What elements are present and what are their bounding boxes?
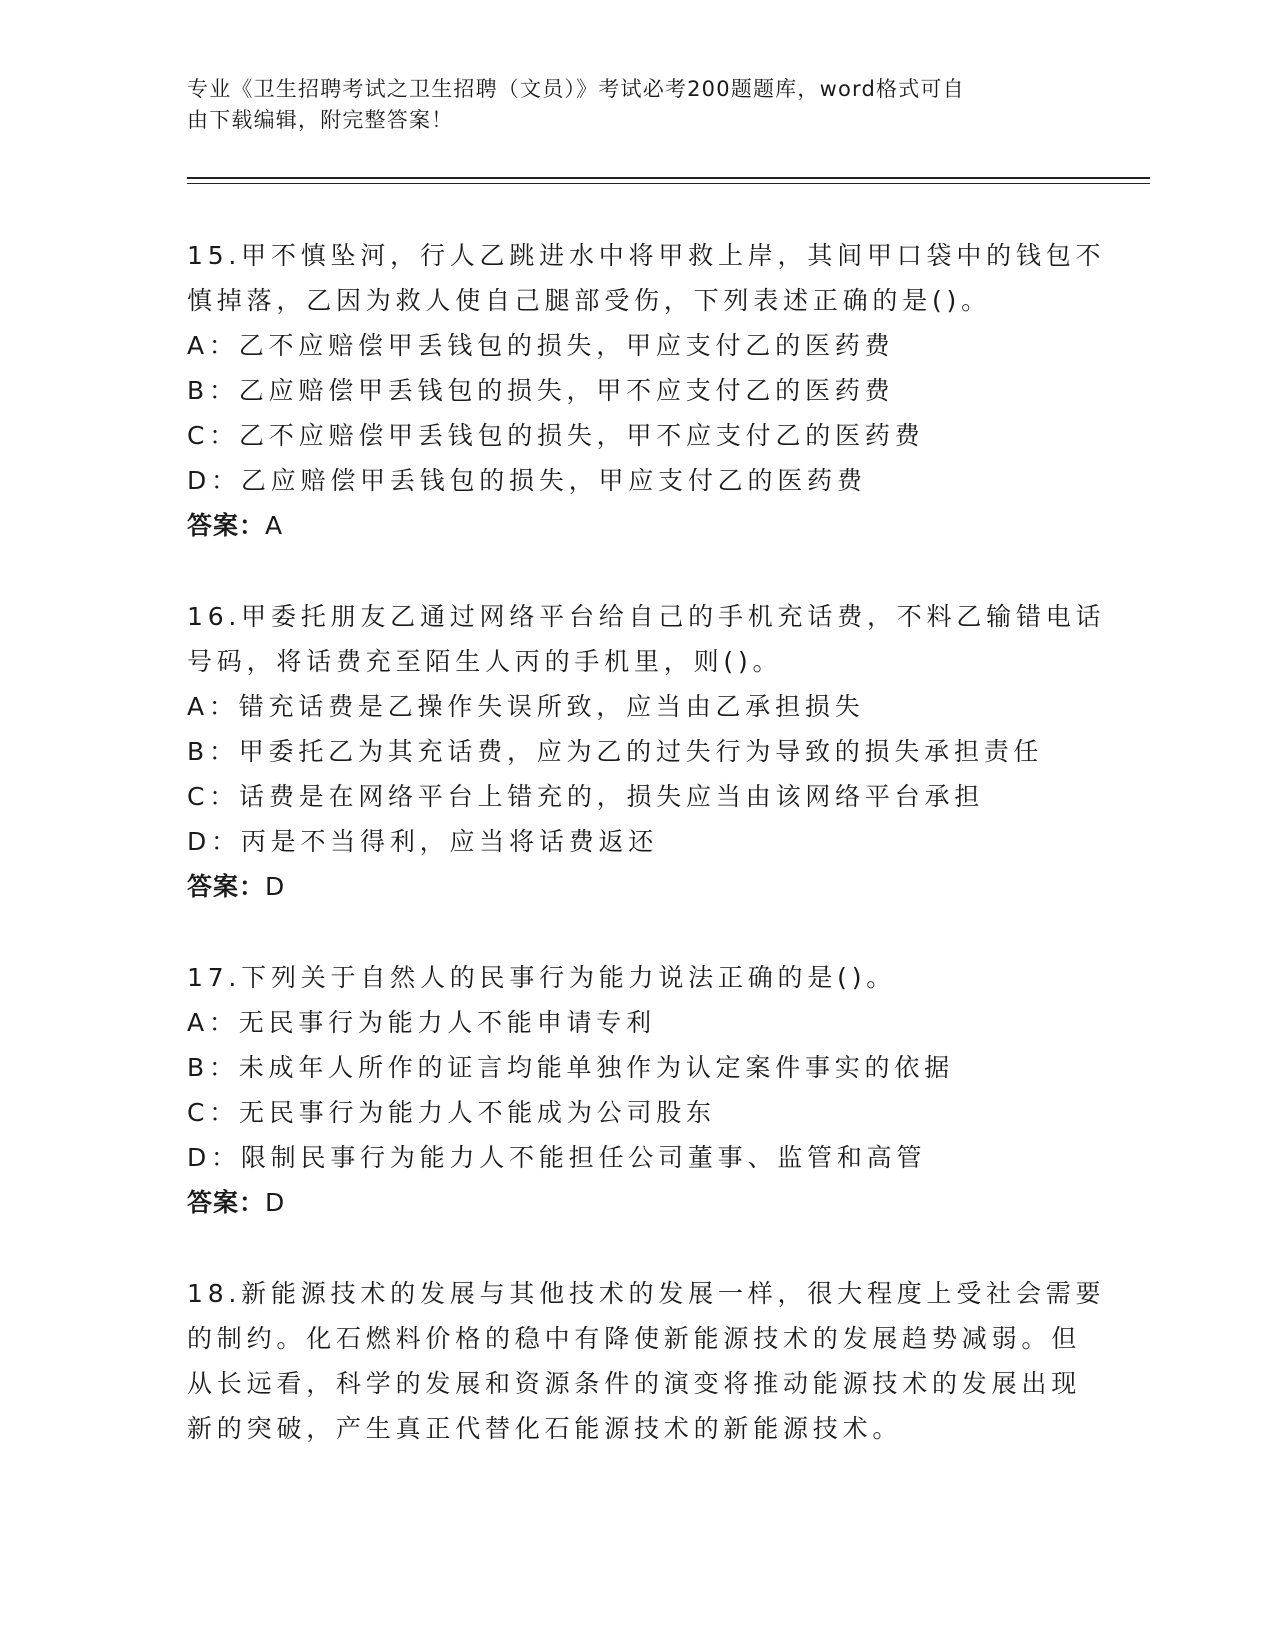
header-divider-thin	[187, 183, 1150, 184]
option-d: D：限制民事行为能力人不能担任公司董事、监管和高管	[187, 1143, 927, 1172]
answer-line	[187, 503, 1087, 548]
question-stem-line: 慎掉落，乙因为救人使自己腿部受伤，下列表述正确的是()。	[187, 286, 991, 315]
question-stem-line: 新的突破，产生真正代替化石能源技术的新能源技术。	[187, 1414, 903, 1443]
option-b: B：未成年人所作的证言均能单独作为认定案件事实的依据	[187, 1053, 954, 1082]
answer-line	[187, 864, 1087, 909]
question-stem-line: 18.新能源技术的发展与其他技术的发展一样，很大程度上受社会需要	[187, 1279, 1106, 1308]
question-16	[187, 594, 1106, 909]
answer-label: 答案：	[187, 872, 266, 901]
question-stem-line: 号码，将话费充至陌生人丙的手机里，则()。	[187, 647, 783, 676]
option-a: A：无民事行为能力人不能申请专利	[187, 1008, 656, 1037]
question-list	[187, 233, 1106, 1497]
option-b: B：乙应赔偿甲丢钱包的损失，甲不应支付乙的医药费	[187, 376, 895, 405]
header-line-1: 专业《卫生招聘考试之卫生招聘（文员）》考试必考200题题库，word格式可自	[187, 77, 965, 101]
header-line-2: 由下载编辑，附完整答案！	[187, 108, 454, 132]
option-b: B：甲委托乙为其充话费，应为乙的过失行为导致的损失承担责任	[187, 737, 1044, 766]
answer-value: A	[265, 511, 284, 540]
option-a: A：错充话费是乙操作失误所致，应当由乙承担损失	[187, 692, 865, 721]
question-stem-line: 的制约。化石燃料价格的稳中有降使新能源技术的发展趋势减弱。但	[187, 1324, 1082, 1353]
question-stem-line: 15.甲不慎坠河，行人乙跳进水中将甲救上岸，其间甲口袋中的钱包不	[187, 241, 1106, 270]
answer-value: D	[265, 1188, 286, 1217]
option-d: D：丙是不当得利，应当将话费返还	[187, 827, 659, 856]
header-divider	[187, 177, 1150, 179]
question-17	[187, 955, 1087, 1225]
option-a: A：乙不应赔偿甲丢钱包的损失，甲应支付乙的医药费	[187, 331, 895, 360]
question-stem-line: 从长远看，科学的发展和资源条件的演变将推动能源技术的发展出现	[187, 1369, 1082, 1398]
option-d: D：乙应赔偿甲丢钱包的损失，甲应支付乙的医药费	[187, 466, 867, 495]
question-stem-line: 17.下列关于自然人的民事行为能力说法正确的是()。	[187, 963, 897, 992]
answer-line	[187, 1180, 1087, 1225]
document-header	[187, 74, 1067, 136]
option-c: C：无民事行为能力人不能成为公司股东	[187, 1098, 716, 1127]
answer-value: D	[265, 872, 286, 901]
answer-label: 答案：	[187, 1188, 266, 1217]
question-stem-line: 16.甲委托朋友乙通过网络平台给自己的手机充话费，不料乙输错电话	[187, 602, 1106, 631]
option-c: C：话费是在网络平台上错充的，损失应当由该网络平台承担	[187, 782, 985, 811]
question-15	[187, 233, 1106, 548]
question-18	[187, 1271, 1106, 1451]
answer-label: 答案：	[187, 511, 266, 540]
option-c: C：乙不应赔偿甲丢钱包的损失，甲不应支付乙的医药费	[187, 421, 925, 450]
